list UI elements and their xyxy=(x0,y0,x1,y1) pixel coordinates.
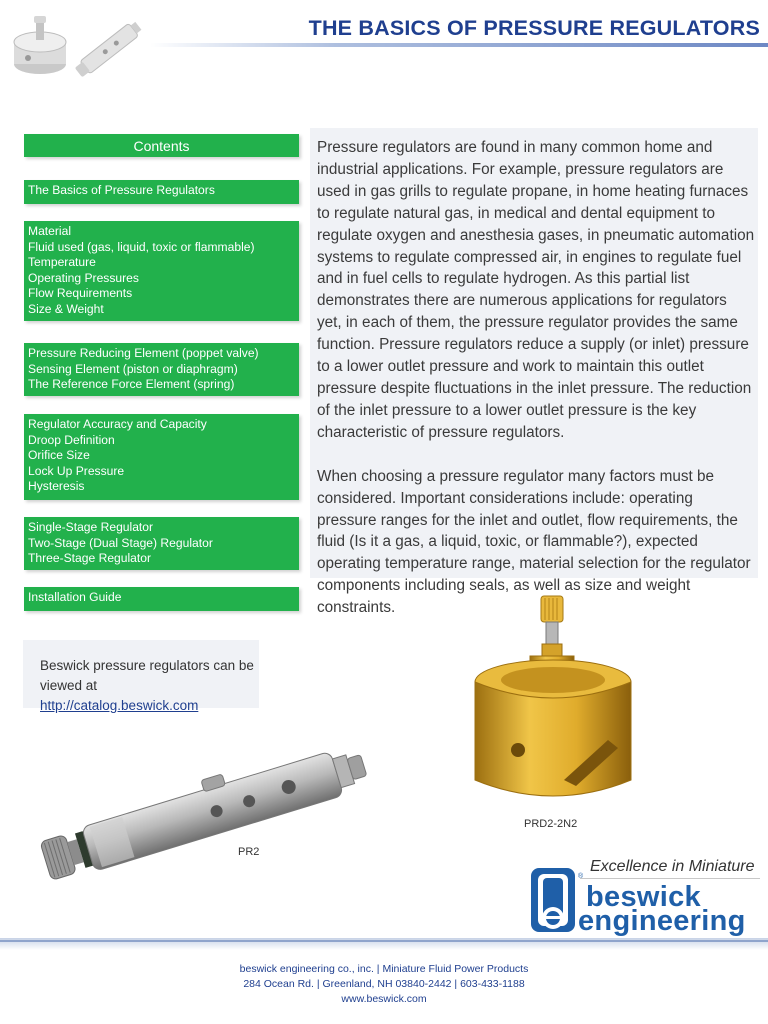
registered-mark: ® xyxy=(578,873,584,880)
toc-item[interactable]: Flow Requirements xyxy=(28,286,133,301)
toc-item[interactable]: Pressure Reducing Element (poppet valve) xyxy=(28,346,259,360)
toc-item[interactable]: Orifice Size xyxy=(28,448,90,463)
toc-item[interactable]: Sensing Element (piston or diaphragm) xyxy=(28,361,238,376)
beswick-logo-mark xyxy=(529,864,579,934)
page-title: THE BASICS OF PRESSURE REGULATORS xyxy=(308,16,760,40)
contents-heading: Contents xyxy=(133,138,190,154)
toc-item[interactable]: Lock Up Pressure xyxy=(28,463,125,478)
prd2-2n2-product-image xyxy=(468,590,643,825)
toc-group-elements xyxy=(24,343,299,396)
toc-group-performance xyxy=(24,414,299,500)
logo-word-beswick: beswick xyxy=(586,881,701,913)
catalog-note xyxy=(23,640,259,713)
toc-group-installation xyxy=(24,587,299,611)
logo-tagline: Excellence in Miniature xyxy=(590,858,755,875)
toc-item[interactable]: Operating Pressures xyxy=(28,270,139,285)
footer-contact xyxy=(0,962,768,1007)
footer-website-line[interactable]: www.beswick.com xyxy=(341,993,427,1005)
toc-item[interactable]: The Basics of Pressure Regulators xyxy=(28,183,215,197)
toc-item[interactable]: The Reference Force Element (spring) xyxy=(28,377,235,392)
toc-item[interactable]: Fluid used (gas, liquid, toxic or flammable) xyxy=(28,239,255,254)
toc-item[interactable]: Two-Stage (Dual Stage) Regulator xyxy=(28,535,213,550)
toc-group-basics xyxy=(24,180,299,204)
toc-item[interactable]: Hysteresis xyxy=(28,479,85,494)
header-product-thumbnails xyxy=(8,12,148,82)
intro-paragraph-2: When choosing a pressure regulator many factors must be considered. Important considerations include: operating pressure ranges for the inlet and outlet, flow requirements, the fluid (Is it a gas, a liquid, toxic, or flammable?), expected operating temperature range, material selection for the regulator components including seals, as well as size and weight constraints. xyxy=(317,467,751,617)
contents-heading-box xyxy=(24,134,299,157)
toc-item[interactable]: Size & Weight xyxy=(28,301,104,316)
pr2-caption: PR2 xyxy=(238,846,260,858)
catalog-note-text: Beswick pressure regulators can be viewed at xyxy=(40,658,254,693)
regulator-thumbnail-round xyxy=(14,16,66,74)
toc-item[interactable]: Material xyxy=(28,224,72,238)
intro-text xyxy=(317,137,755,641)
footer-company-line: beswick engineering co., inc. | Miniature Fluid Power Products xyxy=(239,963,529,975)
toc-item[interactable]: Regulator Accuracy and Capacity xyxy=(28,417,207,431)
page-header xyxy=(0,0,768,90)
toc-item[interactable]: Installation Guide xyxy=(28,590,122,604)
intro-paragraph-1: Pressure regulators are found in many common home and industrial applications. For example, pressure regulators are used in gas grills to regulate propane, in home heating furnaces to regulate natural gas, in medical and dental equipment to regulate oxygen and anesthesia gases, in pneumatic automation systems to regulate compressed air, in engines to regulate fuel and in fuel cells to regulate hydrogen. As this partial list demonstrates there are numerous applications for regulators yet, in each of them, the pressure regulator provides the same function. Pressure regulators reduce a supply (or inlet) pressure to a lower outlet pressure and work to maintain this outlet pressure despite fluctuations in the inlet pressure. The reduction of the inlet pressure to a lower outlet pressure is the key characteristic of pressure regulators. xyxy=(317,139,755,441)
header-divider xyxy=(150,43,768,47)
regulator-thumbnail-inline xyxy=(74,20,144,79)
logo-word-engineering: engineering xyxy=(578,905,746,937)
toc-group-selection-factors xyxy=(24,221,299,321)
toc-item[interactable]: Droop Definition xyxy=(28,432,115,447)
toc-item[interactable]: Three-Stage Regulator xyxy=(28,551,152,566)
footer-address-line: 284 Ocean Rd. | Greenland, NH 03840-2442 | 603-433-1188 xyxy=(243,978,525,990)
toc-item[interactable]: Single-Stage Regulator xyxy=(28,520,154,534)
prd2-2n2-caption: PRD2-2N2 xyxy=(524,818,578,830)
toc-group-stages xyxy=(24,517,299,570)
toc-item[interactable]: Temperature xyxy=(28,255,96,270)
tagline-divider xyxy=(580,878,760,879)
pr2-product-image xyxy=(30,725,390,895)
catalog-link[interactable]: http://catalog.beswick.com xyxy=(40,698,199,713)
footer-divider xyxy=(0,940,768,942)
